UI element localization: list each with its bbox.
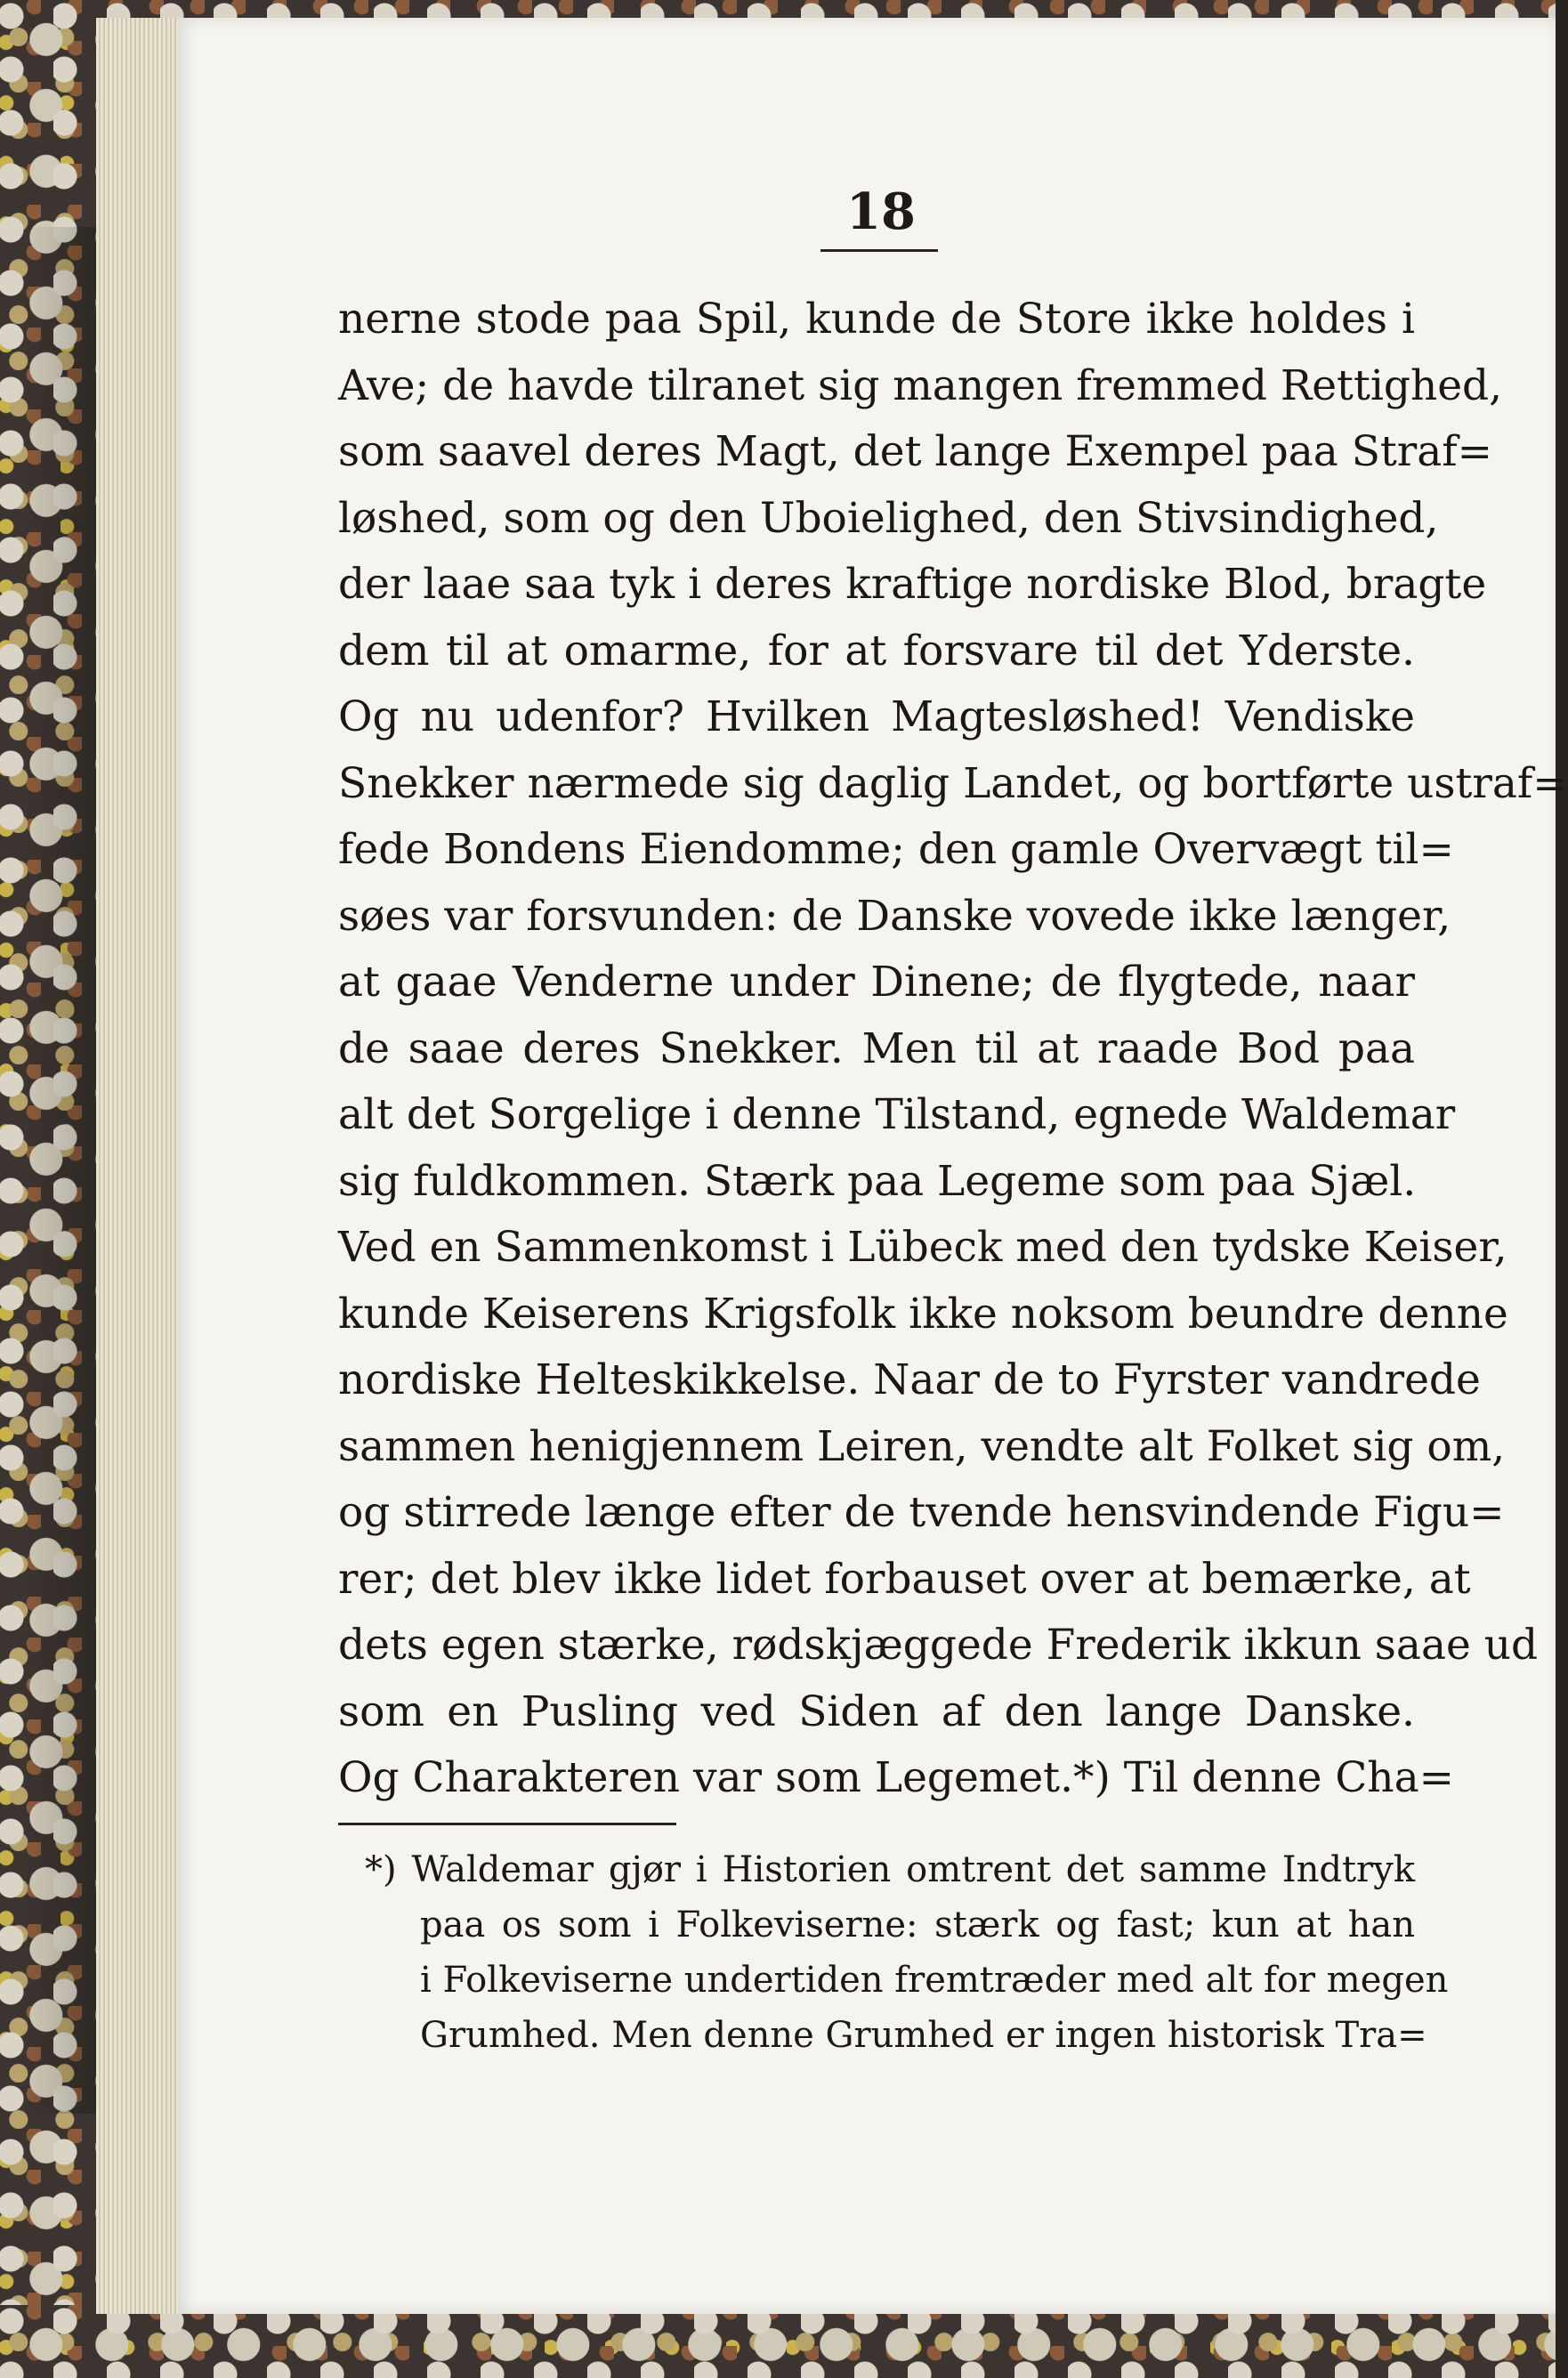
text-line: som en Pusling ved Siden af den lange Danske.	[338, 1686, 1415, 1736]
text-line: Og nu udenfor? Hvilken Magtesløshed! Vendiske	[338, 692, 1415, 741]
text-line: dem til at omarme, for at forsvare til det Yderste.	[338, 626, 1415, 675]
footnote	[365, 1842, 1449, 2063]
footnote-line: *) Waldemar gjør i Historien omtrent det samme Indtryk	[365, 1849, 1415, 1890]
text-line: at gaae Venderne under Dinene; de flygtede, naar	[338, 958, 1415, 1007]
text-line: fede Bondens Eiendomme; den gamle Overvægt til=	[338, 825, 1454, 874]
text-line: sammen henigjennem Leiren, vendte alt Folket sig om,	[338, 1421, 1506, 1471]
footnote-line: Grumhed. Men denne Grumhed er ingen historisk Tra=	[420, 2015, 1427, 2056]
text-line: rer; det blev ikke lidet forbauset over at bemærke, at	[338, 1554, 1471, 1604]
text-line: der laae saa tyk i deres kraftige nordiske Blod, bragte	[338, 560, 1487, 609]
text-line: Snekker nærmede sig daglig Landet, og bortførte ustraf=	[338, 758, 1568, 808]
text-line: kunde Keiserens Krigsfolk ikke noksom beundre denne	[338, 1289, 1508, 1339]
marbled-endpaper-bottom	[0, 2305, 1556, 2378]
footnote-line: i Folkeviserne undertiden fremtræder med alt for megen	[420, 1960, 1449, 2001]
text-line: Og Charakteren var som Legemet.*) Til denne Cha=	[338, 1753, 1454, 1802]
text-line: alt det Sorgelige i denne Tilstand, egnede Waldemar	[338, 1090, 1456, 1139]
text-line: Ave; de havde tilranet sig mangen fremmed Rettighed,	[338, 360, 1503, 410]
text-line: søes var forsvunden: de Danske vovede ikke længer,	[338, 891, 1451, 941]
text-line: Ved en Sammenkomst i Lübeck med den tydske Keiser,	[338, 1223, 1507, 1272]
text-line: og stirrede længe efter de tvende hensvindende Figu=	[338, 1488, 1505, 1537]
text-line: sig fuldkommen. Stærk paa Legeme som paa Sjæl.	[338, 1156, 1417, 1206]
text-line: løshed, som og den Uboielighed, den Stivsindighed,	[338, 493, 1439, 543]
text-line: som saavel deres Magt, det lange Exempel paa Straf=	[338, 427, 1493, 476]
page-edges	[96, 18, 187, 2314]
page-number-rule	[820, 249, 938, 252]
text-line: dets egen stærke, rødskjæggede Frederik ikkun saae ud	[338, 1621, 1539, 1670]
text-line: de saae deres Snekker. Men til at raade Bod paa	[338, 1023, 1415, 1073]
page-number: 18	[846, 182, 916, 241]
footnote-rule	[338, 1823, 676, 1825]
text-line: nordiske Helteskikkelse. Naar de to Fyrster vandrede	[338, 1355, 1481, 1404]
text-line: nerne stode paa Spil, kunde de Store ikke holdes i	[338, 295, 1415, 344]
footnote-line: paa os som i Folkeviserne: stærk og fast; kun at han	[420, 1905, 1415, 1945]
marbled-endpaper-top	[0, 0, 1556, 20]
body-text	[338, 287, 1568, 1812]
